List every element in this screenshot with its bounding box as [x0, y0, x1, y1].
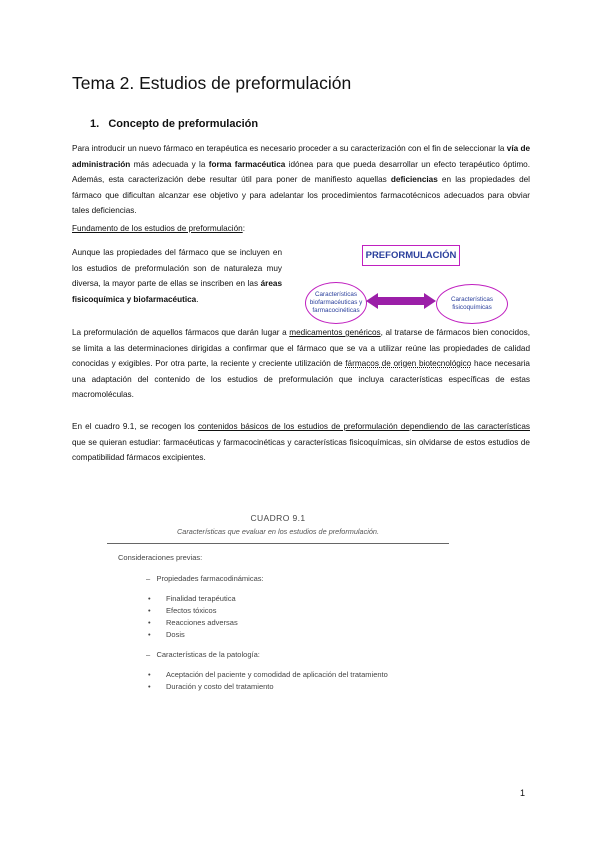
cuadro-group2: – Características de la patología:	[146, 650, 260, 659]
bullet-icon: •	[148, 594, 151, 603]
paragraph-genericos: La preformulación de aquellos fármacos que darán lugar a medicamentos genéricos, al tratarse de fármacos bien conocidos, se limita a las determinaciones dirigidas a confirmar que el fármaco que se va a utilizar reúne las propiedades de calidad conocidas y exigibles. Por otra parte, la reciente y creciente utilización de fármacos de origen biotecnológico hace necesaria una adaptación del contenido de los estudios de preformulación que incluya características específicas de estas macromoléculas.	[72, 328, 530, 400]
cuadro-consideraciones: Consideraciones previas:	[118, 553, 203, 562]
section-heading	[90, 118, 258, 130]
cuadro-title: CUADRO 9.1	[250, 513, 306, 523]
cuadro-group1: – Propiedades farmacodinámicas:	[146, 574, 264, 583]
cuadro-item: Reacciones adversas	[166, 618, 238, 627]
cuadro-9-1-image	[102, 510, 454, 705]
diagram-left-ellipse	[305, 282, 367, 324]
cuadro-subtitle: Características que evaluar en los estudios de preformulación.	[177, 527, 379, 536]
bullet-icon: •	[148, 618, 151, 627]
bullet-icon: •	[148, 682, 151, 691]
section-number: 1.	[90, 118, 100, 130]
preformulation-diagram	[305, 244, 530, 328]
cuadro-item: Duración y costo del tratamiento	[166, 682, 274, 691]
fundamento-heading: Fundamento de los estudios de preformulación:	[72, 224, 245, 233]
diagram-left-label: Características biofarmacéuticas y farmacocinéticas	[309, 291, 363, 314]
page-number: 1	[520, 788, 526, 798]
diagram-right-ellipse	[436, 284, 508, 324]
diagram-right-label: Características fisicoquímicas	[451, 296, 493, 311]
cuadro-item: Dosis	[166, 630, 185, 639]
bullet-icon: •	[148, 630, 151, 639]
cuadro-item: Aceptación del paciente y comodidad de aplicación del tratamiento	[166, 670, 388, 679]
paragraph-cuadro: En el cuadro 9.1, se recogen los contenidos básicos de los estudios de preformulación dependiendo de las características que se quieran estudiar: farmacéuticas y farmacocinéticas y características fisicoquímicas, sin olvidarse de estos estudios de compatibilidad fármacos excipientes.	[72, 422, 530, 463]
bullet-icon: •	[148, 606, 151, 615]
cuadro-item: Finalidad terapéutica	[166, 594, 236, 603]
section-title: Concepto de preformulación	[108, 118, 259, 130]
cuadro-item: Efectos tóxicos	[166, 606, 217, 615]
paragraph-areas: Aunque las propiedades del fármaco que se incluyen en los estudios de preformulación son de naturaleza muy diversa, la mayor parte de ellas se inscriben en las áreas fisicoquímica y biofarmacéutica.	[72, 248, 282, 304]
bullet-icon: •	[148, 670, 151, 679]
cuadro-rule-top	[107, 543, 449, 544]
paragraph-intro: Para introducir un nuevo fármaco en terapéutica es necesario proceder a su caracterización con el fin de seleccionar la vía de administración más adecuada y la forma farmacéutica idónea para que pueda desarrollar un efecto terapéutico óptimo. Además, esta caracterización debe resultar útil para poner de manifiesto aquellas deficiencias en las propiedades del fármaco que dificultan alcanzar ese objetivo y para adelantar los procedimientos farmacotécnicos adecuados para obviar tales deficiencias.	[72, 144, 530, 216]
page-title: Tema 2. Estudios de preformulación	[72, 73, 352, 93]
diagram-center-box: PREFORMULACIÓN	[362, 245, 460, 266]
double-arrow-icon	[366, 293, 436, 309]
